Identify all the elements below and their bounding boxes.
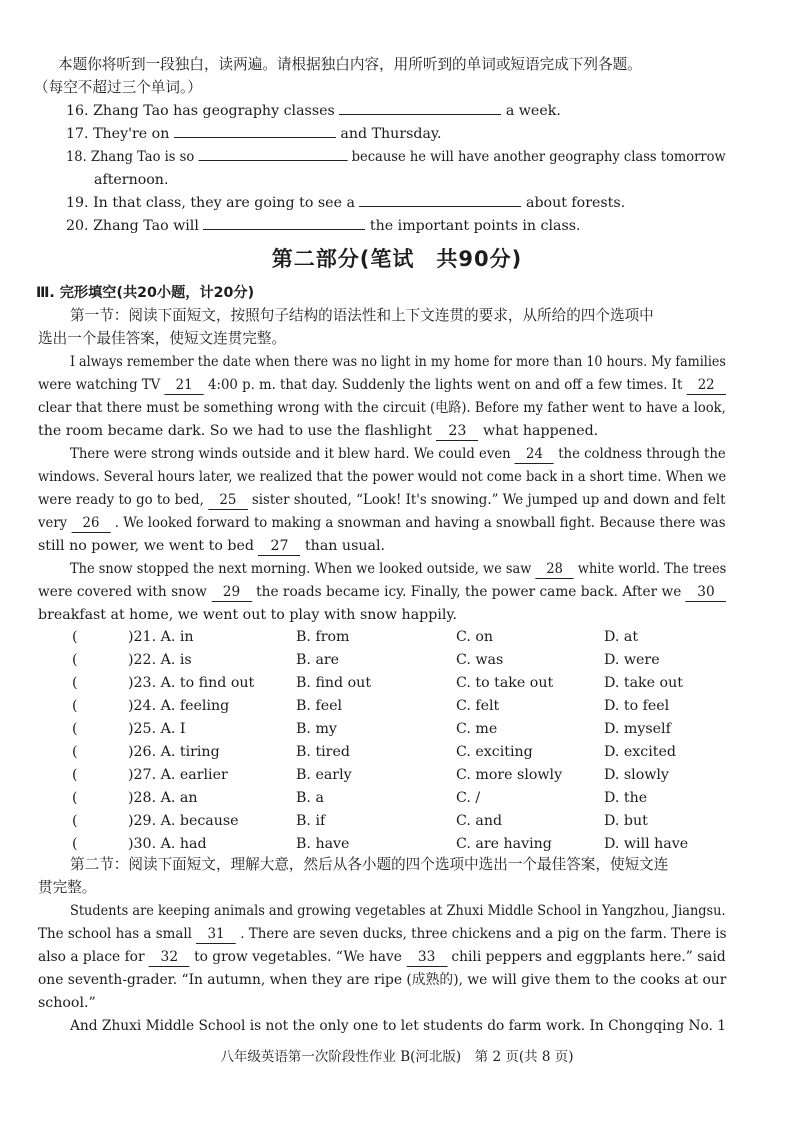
page-footer: 八年级英语第一次阶段性作业 B(河北版) 第 2 页(共 8 页) [220,1049,574,1065]
option-a: )28. A. an [128,790,198,806]
passage-line: school.” [38,995,96,1011]
option-d: D. excited [604,744,676,760]
option-b: B. a [296,790,324,806]
option-a: )24. A. feeling [128,698,230,714]
answer-bracket[interactable]: ( [72,813,78,829]
cloze-blank-27[interactable]: 27 [258,538,300,556]
answer-blank-16[interactable] [339,114,501,115]
option-c: C. to take out [456,675,554,691]
cloze-part1-instruction: 第一节：阅读下面短文，按照句子结构的语法性和上下文连贯的要求，从所给的四个选项中 [70,307,654,324]
cloze-blank-26[interactable]: 26 [71,515,110,533]
option-c: C. exciting [456,744,533,760]
passage-line: were watching TV 21 4:00 p. m. that day. Suddenly the lights went on and off a few times. It 22 [38,375,726,395]
answer-blank-17[interactable] [174,137,336,138]
option-b: B. have [296,836,350,852]
answer-bracket[interactable]: ( [72,698,78,714]
listening-instruction: 本题你将听到一段独白，读两遍。请根据独白内容，用所听到的单词或短语完成下列各题。 [58,56,642,73]
option-b: B. find out [296,675,372,691]
option-d: D. slowly [604,767,669,783]
option-d: D. were [604,652,660,668]
option-a: )27. A. earlier [128,767,228,783]
option-d: D. take out [604,675,683,691]
passage-line: also a place for 32 to grow vegetables. “We have 33 chili peppers and eggplants here.” said [38,949,726,965]
answer-blank-19[interactable] [359,206,521,207]
passage-line: were covered with snow 29 the roads became icy. Finally, the power came back. After we 30 [38,582,726,602]
option-a: )22. A. is [128,652,192,668]
passage-line: Students are keeping animals and growing vegetables at Zhuxi Middle School in Yangzhou, Jiangsu. [70,903,726,919]
cloze-blank-28[interactable]: 28 [535,561,573,579]
passage-line: one seventh-grader. “In autumn, when they are ripe (成熟的), we will give them to the cooks at our [38,972,727,988]
option-a: )26. A. tiring [128,744,220,760]
passage-line: breakfast at home, we went out to play with snow happily. [38,607,458,623]
cloze-blank-22[interactable]: 22 [687,377,726,395]
option-b: B. from [296,629,350,645]
passage-line: And Zhuxi Middle School is not the only one to let students do farm work. In Chongqing No. 1 [70,1018,726,1034]
cloze-blank-29[interactable]: 29 [211,584,252,602]
option-b: B. my [296,721,337,737]
section-title: 第二部分(笔试 共90分) [271,247,523,271]
option-a: )30. A. had [128,836,207,852]
option-b: B. are [296,652,340,668]
question-20: 20. Zhang Tao will the important points in class. [66,218,581,234]
passage-line: There were strong winds outside and it blew hard. We could even 24 the coldness through the [70,446,726,462]
option-c: C. are having [456,836,552,852]
cloze-blank-24[interactable]: 24 [515,446,554,464]
option-d: D. will have [604,836,689,852]
option-d: D. myself [604,721,671,737]
answer-bracket[interactable]: ( [72,836,78,852]
listening-instruction-note: （每空不超过三个单词。） [34,79,202,96]
answer-bracket[interactable]: ( [72,721,78,737]
cloze-heading: Ⅲ. 完形填空(共20小题，计20分) [36,285,255,301]
answer-bracket[interactable]: ( [72,744,78,760]
passage-line: still no power, we went to bed 27 than usual. [38,538,385,554]
cloze-part2-instruction-cont: 贯完整。 [38,879,97,896]
passage-line: the room became dark. So we had to use the flashlight 23 what happened. [38,423,599,439]
passage-line: clear that there must be something wrong with the circuit (电路). Before my father went to have a look, [38,400,726,416]
option-d: D. at [604,629,639,645]
answer-bracket[interactable]: ( [72,629,78,645]
option-c: C. me [456,721,498,737]
option-d: D. but [604,813,648,829]
passage-line: The school has a small 31 . There are seven ducks, three chickens and a pig on the farm. There is [38,926,727,942]
option-a: )23. A. to find out [128,675,255,691]
cloze-part1-instruction-cont: 选出一个最佳答案，使短文连贯完整。 [38,330,287,347]
cloze-part2-instruction: 第二节：阅读下面短文，理解大意，然后从各小题的四个选项中选出一个最佳答案，使短文连 [70,856,669,873]
option-b: B. early [296,767,352,783]
option-a: )25. A. I [128,721,186,737]
option-d: D. the [604,790,648,806]
passage-line: very 26 . We looked forward to making a snowman and having a snowball fight. Because there was [38,515,726,531]
cloze-blank-25[interactable]: 25 [208,492,248,510]
option-c: C. more slowly [456,767,563,783]
option-c: C. felt [456,698,500,714]
option-b: B. tired [296,744,350,760]
passage-line: The snow stopped the next morning. When we looked outside, we saw 28 white world. The trees [70,561,727,577]
passage-line: were ready to go to bed, 25 sister shouted, “Look! It's snowing.” We jumped up and down and felt [38,492,726,508]
answer-bracket[interactable]: ( [72,652,78,668]
option-c: C. on [456,629,494,645]
cloze-blank-31[interactable]: 31 [196,926,236,944]
option-a: )21. A. in [128,629,194,645]
question-18-continued: afternoon. [94,172,169,188]
question-18: 18. Zhang Tao is so because he will have another geography class tomorrow [66,149,726,165]
option-c: C. and [456,813,503,829]
question-16: 16. Zhang Tao has geography classes a week. [66,103,561,119]
option-d: D. to feel [604,698,670,714]
option-b: B. if [296,813,326,829]
option-a: )29. A. because [128,813,239,829]
question-17: 17. They're on and Thursday. [66,126,442,142]
answer-blank-18[interactable] [198,160,347,161]
question-19: 19. In that class, they are going to see a about forests. [66,195,626,211]
option-b: B. feel [296,698,343,714]
cloze-blank-21[interactable]: 21 [164,377,203,395]
cloze-blank-33[interactable]: 33 [406,949,447,967]
answer-bracket[interactable]: ( [72,790,78,806]
cloze-blank-32[interactable]: 32 [149,949,190,967]
option-c: C. / [456,790,481,806]
cloze-blank-30[interactable]: 30 [686,584,727,602]
answer-blank-20[interactable] [203,229,365,230]
cloze-blank-23[interactable]: 23 [436,423,478,441]
passage-line: windows. Several hours later, we realized that the power would not come back in a short time. When we [38,469,727,485]
answer-bracket[interactable]: ( [72,675,78,691]
answer-bracket[interactable]: ( [72,767,78,783]
passage-line: I always remember the date when there was no light in my home for more than 10 hours. My families [70,354,726,370]
option-c: C. was [456,652,504,668]
